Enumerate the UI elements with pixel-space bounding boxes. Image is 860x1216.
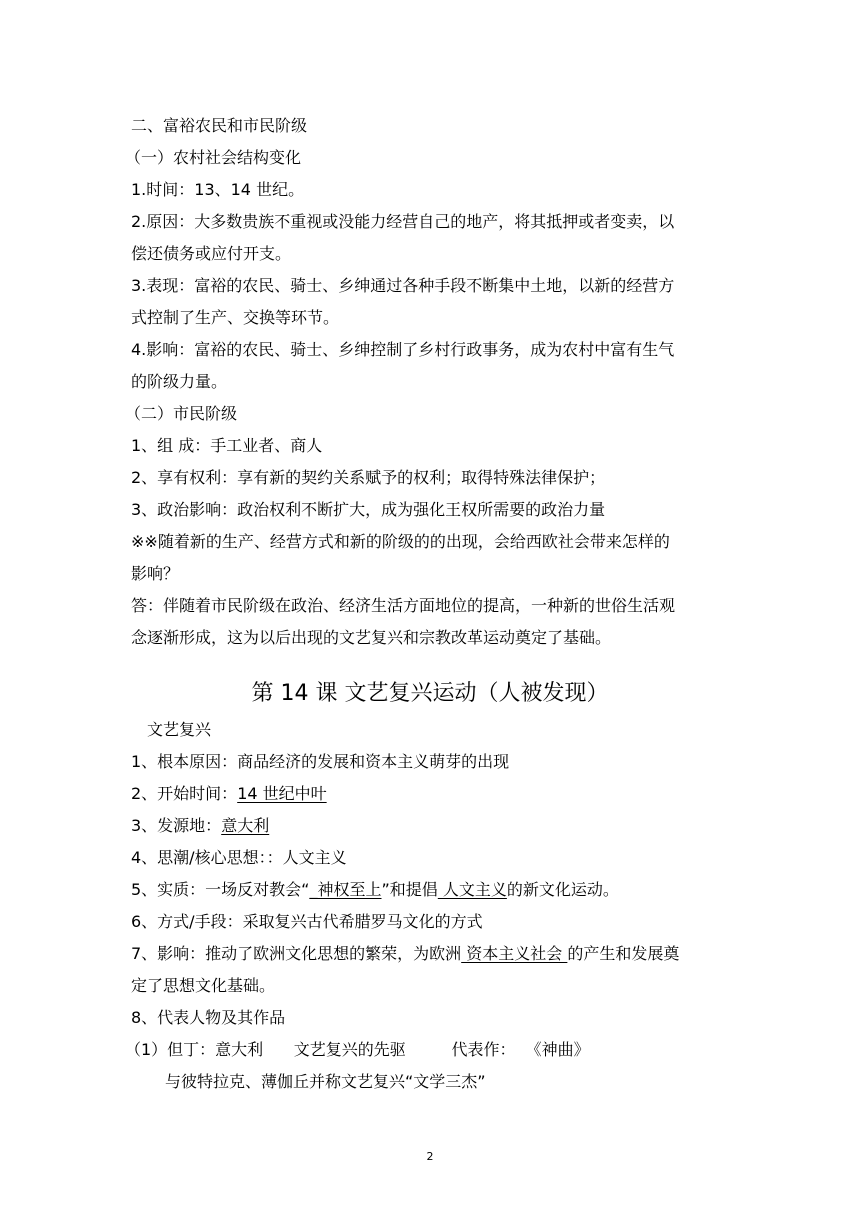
item-essence xyxy=(131,880,619,900)
section-heading: 二、富裕农民和市民阶级 xyxy=(131,116,308,135)
item-start-time-answer: 14 世纪中叶 xyxy=(237,784,327,803)
item-dante-note: 与彼特拉克、薄伽丘并称文艺复兴“文学三杰” xyxy=(165,1072,486,1091)
question-line1: ※※随着新的生产、经营方式和新的阶级的的出现，会给西欧社会带来怎样的 xyxy=(131,532,670,551)
answer-line1: 答：伴随着市民阶级在政治、经济生活方面地位的提高，一种新的世俗生活观 xyxy=(131,596,676,615)
item-essence-answer-1: _神权至上 xyxy=(309,880,382,899)
lesson-subtitle: 文艺复兴 xyxy=(147,720,212,739)
item-essence-text-1: 5、实质：一场反对教会“ xyxy=(131,880,310,899)
item-essence-text-3: 的新文化运动。 xyxy=(506,880,619,899)
item-method: 6、方式/手段：采取复兴古代希腊罗马文化的方式 xyxy=(131,912,483,931)
item-origin xyxy=(131,816,269,836)
paragraph-cause-line2: 偿还债务或应付开支。 xyxy=(131,244,292,263)
item-influence-text-2: 的产生和发展奠 xyxy=(567,944,680,963)
item-core-idea: 4、思潮/核心思想：：人文主义 xyxy=(131,848,347,867)
subsection-heading-citizens: （二）市民阶级 xyxy=(125,404,238,423)
item-influence-line2: 定了思想文化基础。 xyxy=(131,976,276,995)
paragraph-impact-line1: 4.影响：富裕的农民、骑士、乡绅控制了乡村行政事务，成为农村中富有生气 xyxy=(131,340,675,359)
item-representatives: 8、代表人物及其作品 xyxy=(131,1008,286,1027)
item-start-time xyxy=(131,784,327,804)
paragraph-time: 1.时间：13、14 世纪。 xyxy=(131,180,305,199)
citizen-rights: 2、享有权利：享有新的契约关系赋予的权利；取得特殊法律保护； xyxy=(131,468,606,487)
item-origin-label: 3、发源地： xyxy=(131,816,222,835)
item-influence-line1 xyxy=(131,944,679,964)
paragraph-manifestation-line1: 3.表现：富裕的农民、骑士、乡绅通过各种手段不断集中土地，以新的经营方 xyxy=(131,276,675,295)
item-essence-text-2: ”和提倡 xyxy=(381,880,438,899)
item-origin-answer: 意大利 xyxy=(221,816,270,835)
item-start-time-label: 2、开始时间： xyxy=(131,784,238,803)
page-number: 2 xyxy=(426,1150,434,1163)
paragraph-manifestation-line2: 式控制了生产、交换等环节。 xyxy=(131,308,340,327)
item-influence-text-1: 7、影响：推动了欧洲文化思想的繁荣，为欧洲 xyxy=(131,944,462,963)
subsection-heading-rural: （一）农村社会结构变化 xyxy=(125,148,302,167)
paragraph-impact-line2: 的阶级力量。 xyxy=(131,372,228,391)
question-line2: 影响？ xyxy=(131,564,180,583)
item-essence-answer-2: 人文主义 xyxy=(437,880,507,899)
item-dante: （1）但丁：意大利 文艺复兴的先驱 代表作： 《神曲》 xyxy=(125,1040,590,1059)
answer-line2: 念逐渐形成，这为以后出现的文艺复兴和宗教改革运动奠定了基础。 xyxy=(131,628,612,647)
lesson-title: 第 14 课 文艺复兴运动（人被发现） xyxy=(251,681,609,706)
citizen-political-impact: 3、政治影响：政治权利不断扩大，成为强化王权所需要的政治力量 xyxy=(131,500,606,519)
item-influence-answer: 资本主义社会 xyxy=(461,944,568,963)
paragraph-cause-line1: 2.原因：大多数贵族不重视或没能力经营自己的地产，将其抵押或者变卖，以 xyxy=(131,212,675,231)
citizen-composition: 1、组 成：手工业者、商人 xyxy=(131,436,323,455)
item-root-cause: 1、根本原因：商品经济的发展和资本主义萌芽的出现 xyxy=(131,752,510,771)
